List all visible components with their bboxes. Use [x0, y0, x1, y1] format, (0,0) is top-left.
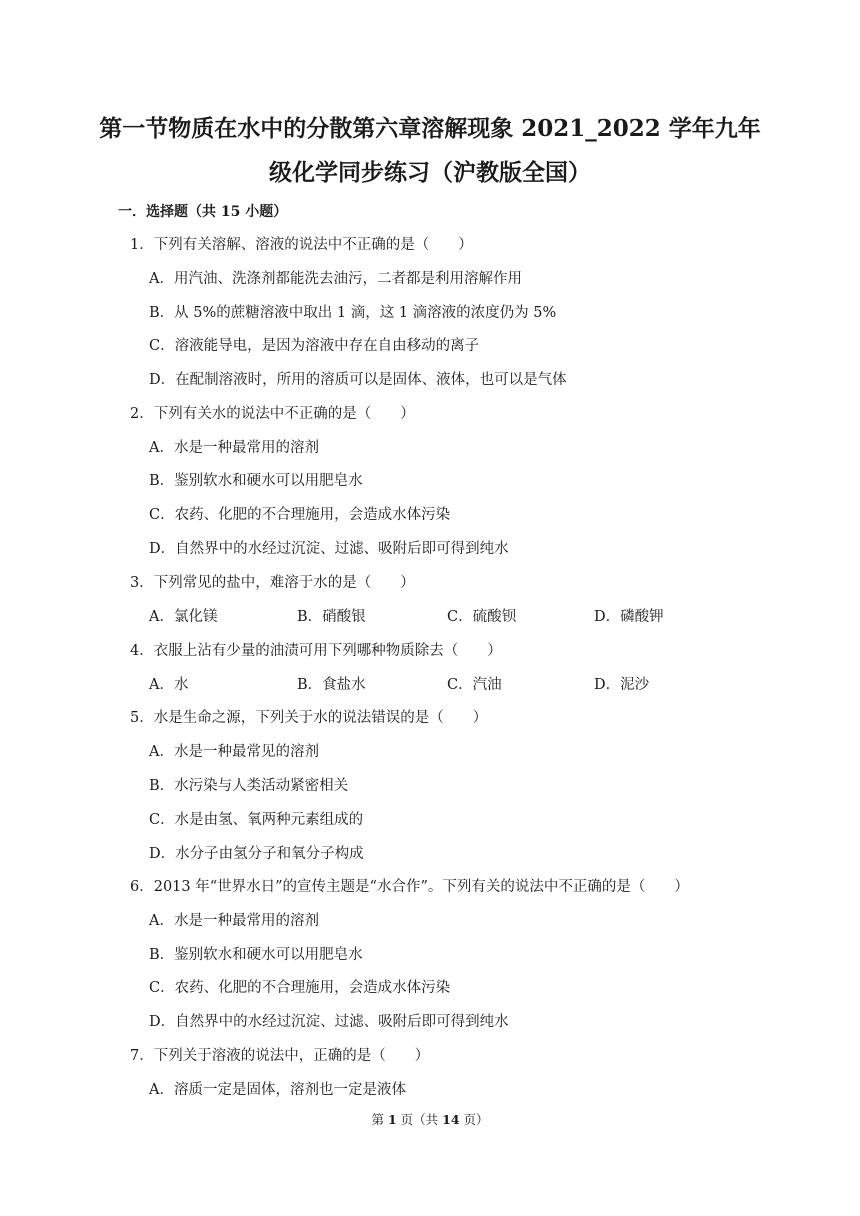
document-title-line-1: 第一节物质在水中的分散第六章溶解现象 2021_2022 学年九年	[99, 115, 761, 142]
question-2-option-b: B．鉴别软水和硬水可以用肥皂水	[149, 473, 363, 489]
question-3-stem: 3．下列常见的盐中，难溶于水的是（ ）	[130, 575, 415, 591]
question-3-option-a: A．氯化镁	[149, 609, 218, 625]
question-3-option-c: C．硫酸钡	[447, 609, 517, 625]
question-7-option-a: A．溶质一定是固体，溶剂也一定是液体	[149, 1082, 406, 1098]
question-6-stem: 6．2013 年“世界水日”的宣传主题是“水合作”。下列有关的说法中不正确的是（ ）	[130, 879, 689, 895]
question-1-option-c: C．溶液能导电，是因为溶液中存在自由移动的离子	[149, 338, 480, 354]
question-5-option-c: C．水是由氢、氧两种元素组成的	[149, 812, 364, 828]
question-4-option-c: C．汽油	[447, 677, 502, 693]
question-3-option-b: B．硝酸银	[297, 609, 366, 625]
question-2-option-a: A．水是一种最常用的溶剂	[149, 440, 319, 456]
question-6-option-a: A．水是一种最常用的溶剂	[149, 913, 319, 929]
footer-page-number: 1	[387, 1112, 397, 1127]
question-1-option-a: A．用汽油、洗涤剂都能洗去油污，二者都是利用溶解作用	[149, 271, 522, 287]
question-5-option-b: B．水污染与人类活动紧密相关	[149, 778, 349, 794]
document-title-line-2: 级化学同步练习（沪教版全国）	[269, 159, 591, 186]
question-4-option-d: D．泥沙	[594, 677, 650, 693]
question-7-stem: 7．下列关于溶液的说法中，正确的是（ ）	[130, 1048, 430, 1064]
footer-middle: 页（共	[396, 1112, 443, 1127]
question-4-stem: 4．衣服上沾有少量的油渍可用下列哪种物质除去（ ）	[130, 643, 502, 659]
question-5-option-a: A．水是一种最常见的溶剂	[149, 744, 319, 760]
question-1-option-b: B．从 5%的蔗糖溶液中取出 1 滴，这 1 滴溶液的浓度仍为 5%	[149, 305, 557, 321]
question-5-stem: 5．水是生命之源，下列关于水的说法错误的是（ ）	[130, 710, 488, 726]
question-1-option-d: D．在配制溶液时，所用的溶质可以是固体、液体，也可以是气体	[149, 372, 567, 388]
question-1-stem: 1．下列有关溶解、溶液的说法中不正确的是（ ）	[130, 237, 473, 253]
question-5-option-d: D．水分子由氢分子和氧分子构成	[149, 846, 364, 862]
footer-page-total: 14	[442, 1112, 460, 1127]
footer-prefix: 第	[371, 1112, 388, 1127]
question-2-stem: 2．下列有关水的说法中不正确的是（ ）	[130, 406, 415, 422]
question-3-option-d: D．磷酸钾	[594, 609, 664, 625]
question-6-option-d: D．自然界中的水经过沉淀、过滤、吸附后即可得到纯水	[149, 1014, 509, 1030]
question-2-option-c: C．农药、化肥的不合理施用，会造成水体污染	[149, 507, 451, 523]
question-4-option-a: A．水	[149, 677, 189, 693]
question-4-option-b: B．食盐水	[297, 677, 366, 693]
page-footer	[0, 1111, 860, 1129]
question-2-option-d: D．自然界中的水经过沉淀、过滤、吸附后即可得到纯水	[149, 541, 509, 557]
footer-suffix: 页）	[459, 1112, 489, 1127]
section-heading: 一．选择题（共 15 小题）	[118, 204, 288, 220]
question-6-option-b: B．鉴别软水和硬水可以用肥皂水	[149, 947, 363, 963]
question-6-option-c: C．农药、化肥的不合理施用，会造成水体污染	[149, 980, 451, 996]
